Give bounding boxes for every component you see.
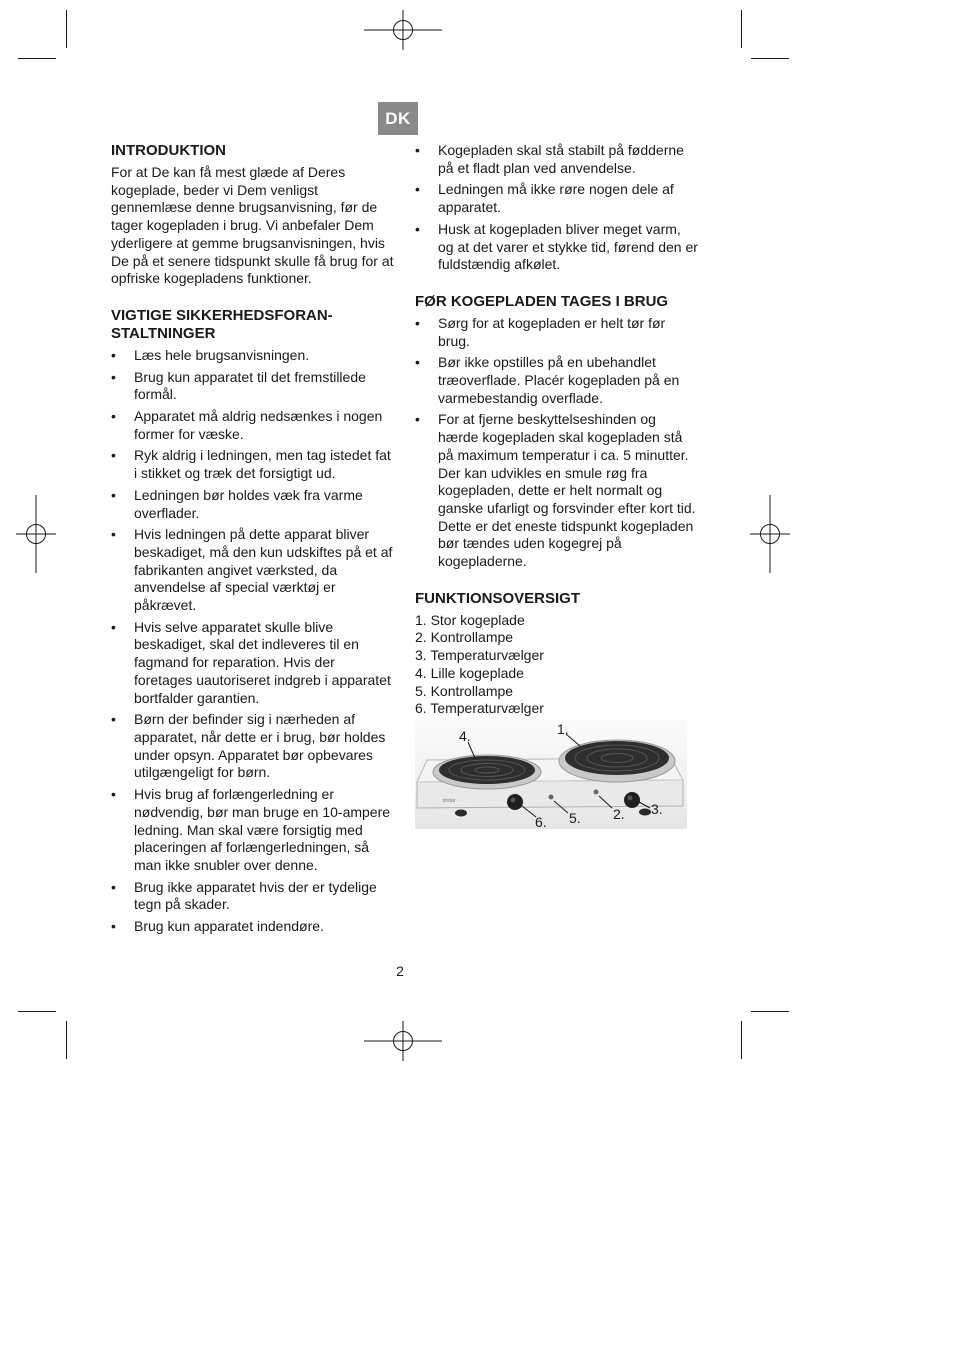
list-item: • Læs hele brugsanvisningen.	[111, 347, 396, 365]
list-item: 4. Lille kogeplade	[415, 664, 524, 681]
registration-mark-icon	[364, 1021, 442, 1061]
list-item: • Hvis ledningen på dette apparat bliver beskadiget, må den kun udskiftes på et af fabrikanten angivet værksted, da anvendelse af special værktøj er påkrævet.	[111, 526, 396, 615]
before-use-list	[415, 315, 700, 571]
list-item: • Hvis selve apparatet skulle blive beskadiget, skal det indleveres til en fagmand for reparation. Hvis der foretages uautoriseret indgreb i apparatet bortfalder garantien.	[111, 619, 396, 708]
left-column	[111, 142, 396, 940]
callout-6: 6.	[535, 814, 547, 830]
crop-mark	[751, 58, 789, 59]
list-item: • For at fjerne beskyttelseshinden og hærde kogepladen skal kogepladen stå på maximum temperatur i ca. 5 minutter. Der kan udvikles en smule røg fra kogepladen, dette er helt normalt og ganske ufarligt og forsvinder efter kort tid. Dette er det eneste tidspunkt kogepladen bør tændes uden kogegrej på kogepladerne.	[415, 411, 700, 570]
list-item: • Ledningen bør holdes væk fra varme overflader.	[111, 487, 396, 522]
hotplate-illustration	[415, 720, 687, 829]
list-item: • Brug kun apparatet indendøre.	[111, 918, 396, 936]
list-item: • Husk at kogepladen bliver meget varm, og at det varer et stykke tid, førend den er fuldstændig afkølet.	[415, 221, 700, 274]
list-item: • Børn der befinder sig i nærheden af apparatet, når dette er i brug, bør holdes under opsyn. Apparatet bør opbevares utilgængeligt for børn.	[111, 711, 396, 782]
list-item: 1. Stor kogeplade	[415, 611, 525, 628]
crop-mark	[66, 1021, 67, 1059]
before-use-heading: FØR KOGEPLADEN TAGES I BRUG	[415, 292, 669, 310]
function-overview-heading: FUNKTIONSOVERSIGT	[415, 589, 581, 607]
figure-brand-mark: tristar	[443, 798, 456, 804]
callout-3: 3.	[651, 801, 663, 817]
right-column	[415, 142, 700, 718]
list-item: • Ledningen må ikke røre nogen dele af apparatet.	[415, 181, 700, 216]
crop-mark	[66, 10, 67, 48]
registration-mark-icon	[16, 495, 56, 573]
safety-list-continued	[415, 142, 700, 274]
callout-1: 1.	[557, 721, 569, 737]
list-item: • Apparatet må aldrig nedsænkes i nogen former for væske.	[111, 408, 396, 443]
list-item: • Ryk aldrig i ledningen, men tag istedet fat i stikket og træk det forsigtigt ud.	[111, 447, 396, 482]
list-item: 2. Kontrollampe	[415, 629, 514, 646]
callout-5: 5.	[569, 810, 581, 826]
list-item: 6. Temperaturvælger	[415, 700, 544, 717]
registration-mark-icon	[364, 10, 442, 50]
list-item: • Brug ikke apparatet hvis der er tydelige tegn på skader.	[111, 879, 396, 914]
safety-list	[111, 347, 396, 936]
list-item: • Brug kun apparatet til det fremstillede formål.	[111, 369, 396, 404]
crop-mark	[741, 1021, 742, 1059]
crop-mark	[741, 10, 742, 48]
safety-heading-line1: VIGTIGE SIKKERHEDSFORAN-	[111, 306, 333, 324]
intro-heading: INTRODUKTION	[111, 142, 226, 159]
list-item: 3. Temperaturvælger	[415, 647, 544, 664]
crop-mark	[751, 1011, 789, 1012]
safety-heading-line2: STALTNINGER	[111, 324, 216, 342]
crop-mark	[18, 1011, 56, 1012]
list-item: • Kogepladen skal stå stabilt på fødderne på et fladt plan ved anvendelse.	[415, 142, 700, 177]
safety-heading	[111, 307, 396, 343]
language-badge: DK	[378, 102, 418, 135]
page-number: 2	[396, 963, 404, 979]
hotplate-figure	[415, 720, 687, 829]
list-item: • Hvis brug af forlængerledning er nødvendig, bør man bruge en 10-ampere ledning. Man skal være forsigtig med placeringen af forlængerledningen, så man ikke snubler over denne.	[111, 786, 396, 875]
crop-mark	[18, 58, 56, 59]
intro-paragraph: For at De kan få mest glæde af Deres kogeplade, beder vi Dem venligst gennemlæse denne brugsanvisning, før de tager kogepladen i brug. Vi anbefaler Dem yderligere at gemme brugsanvisningen, hvis De på et senere tidspunkt skulle få brug for at opfriske kogepladens funktioner.	[111, 164, 394, 287]
list-item: • Sørg for at kogepladen er helt tør før brug.	[415, 315, 700, 350]
list-item: 5. Kontrollampe	[415, 682, 514, 699]
callout-2: 2.	[613, 806, 625, 822]
function-list	[415, 612, 700, 718]
list-item: • Bør ikke opstilles på en ubehandlet træoverflade. Placér kogepladen på en varmebestandig overflade.	[415, 354, 700, 407]
callout-4: 4.	[459, 728, 471, 744]
registration-mark-icon	[750, 495, 790, 573]
